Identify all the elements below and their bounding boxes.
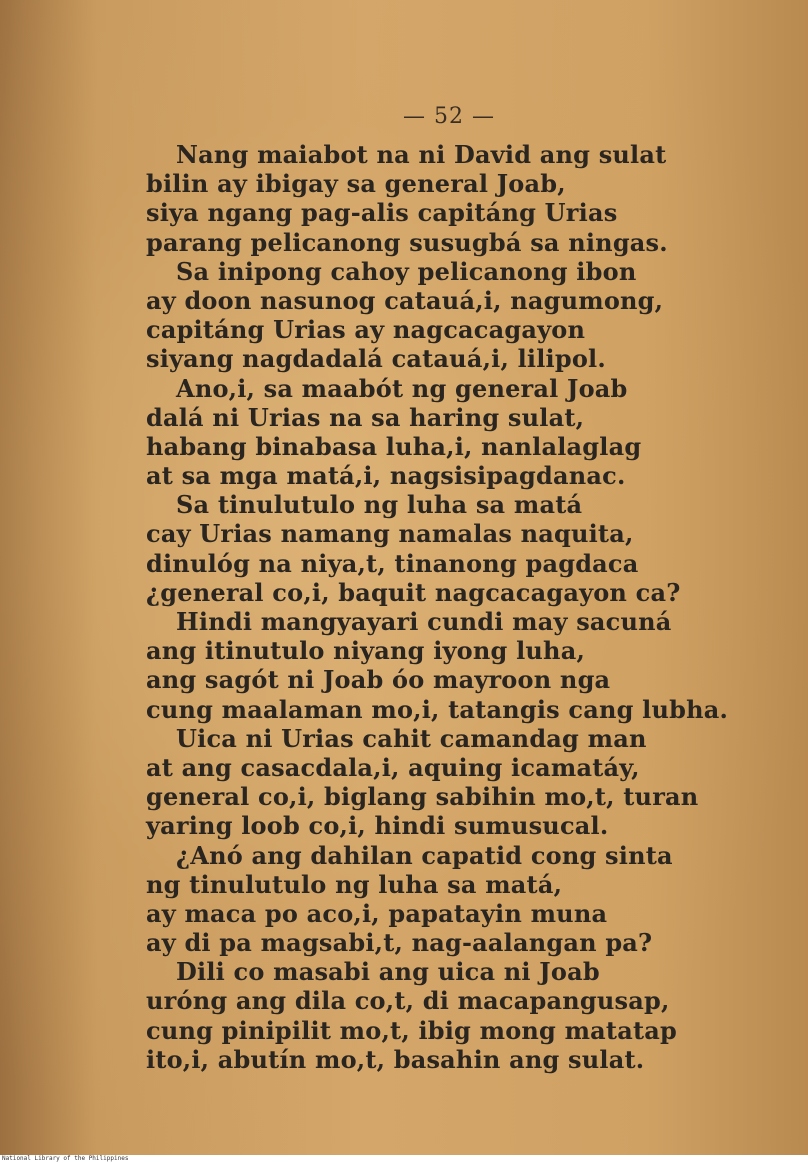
verse-line: Nang maiabot na ni David ang sulat [176, 140, 667, 169]
stanza [146, 841, 786, 958]
verse-line: dalá ni Urias na sa haring sulat, [146, 402, 585, 432]
verse-line: cay Urias namang namalas naquita, [146, 519, 634, 549]
stanza [146, 374, 786, 491]
verse-line: ¿Anó ang dahilan capatid cong sinta [176, 840, 673, 870]
verse-line: parang pelicanong susugbá sa ningas. [146, 227, 668, 257]
verse-line: yaring loob co,i, hindi sumusucal. [146, 811, 609, 841]
poem-verses [146, 140, 786, 1074]
verse-line: Dili co masabi ang uica ni Joab [176, 957, 600, 987]
verse-line: ito,i, abutín mo,t, basahin ang sulat. [146, 1044, 645, 1074]
verse-line: bilin ay ibigay sa general Joab, [146, 169, 566, 199]
verse-line: siyang nagdadalá catauá,i, lilipol. [146, 344, 606, 374]
stanza [146, 140, 786, 257]
verse-line: Ano,i, sa maabót ng general Joab [176, 373, 628, 403]
stanza [146, 257, 786, 374]
verse-line: Sa tinulutulo ng luha sa matá [176, 490, 583, 520]
verse-line: dinulóg na niya,t, tinanong pagdaca [146, 548, 639, 578]
verse-line: ay maca po aco,i, papatayin muna [146, 898, 608, 928]
verse-line: cung maalaman mo,i, tatangis cang lubha. [146, 694, 729, 724]
verse-line: general co,i, biglang sabihin mo,t, turan [146, 782, 699, 812]
library-credit: National Library of the Philippines [0, 1155, 808, 1163]
verse-line: Sa inipong cahoy pelicanong ibon [176, 256, 637, 286]
page-number: — 52 — [403, 104, 495, 129]
verse-line: ¿general co,i, baquit nagcacagayon ca? [146, 577, 681, 607]
verse-line: siya ngang pag-alis capitáng Urias [146, 198, 618, 228]
verse-line: ng tinulutulo ng luha sa matá, [146, 869, 563, 899]
verse-line: Uica ni Urias cahit camandag man [176, 723, 647, 753]
verse-line: at sa mga matá,i, nagsisipagdanac. [146, 461, 626, 491]
verse-line: uróng ang dila co,t, di macapangusap, [146, 986, 670, 1016]
verse-line: capitáng Urias ay nagcacagayon [146, 315, 586, 345]
verse-line: Hindi mangyayari cundi may sacuná [176, 607, 672, 636]
verse-line: ang sagót ni Joab óo mayroon nga [146, 665, 611, 695]
verse-line: at ang casacdala,i, aquing icamatáy, [146, 752, 640, 782]
verse-line: ay di pa magsabi,t, nag-aalangan pa? [146, 928, 653, 958]
verse-line: ay doon nasunog catauá,i, nagumong, [146, 285, 664, 315]
stanza [146, 724, 786, 841]
stanza [146, 490, 786, 607]
verse-line: habang binabasa luha,i, nanlalaglag [146, 431, 642, 461]
verse-line: ang itinutulo niyang iyong luha, [146, 636, 585, 666]
verse-line: cung pinipilit mo,t, ibig mong matatap [146, 1015, 677, 1045]
stanza [146, 607, 786, 724]
stanza [146, 957, 786, 1074]
